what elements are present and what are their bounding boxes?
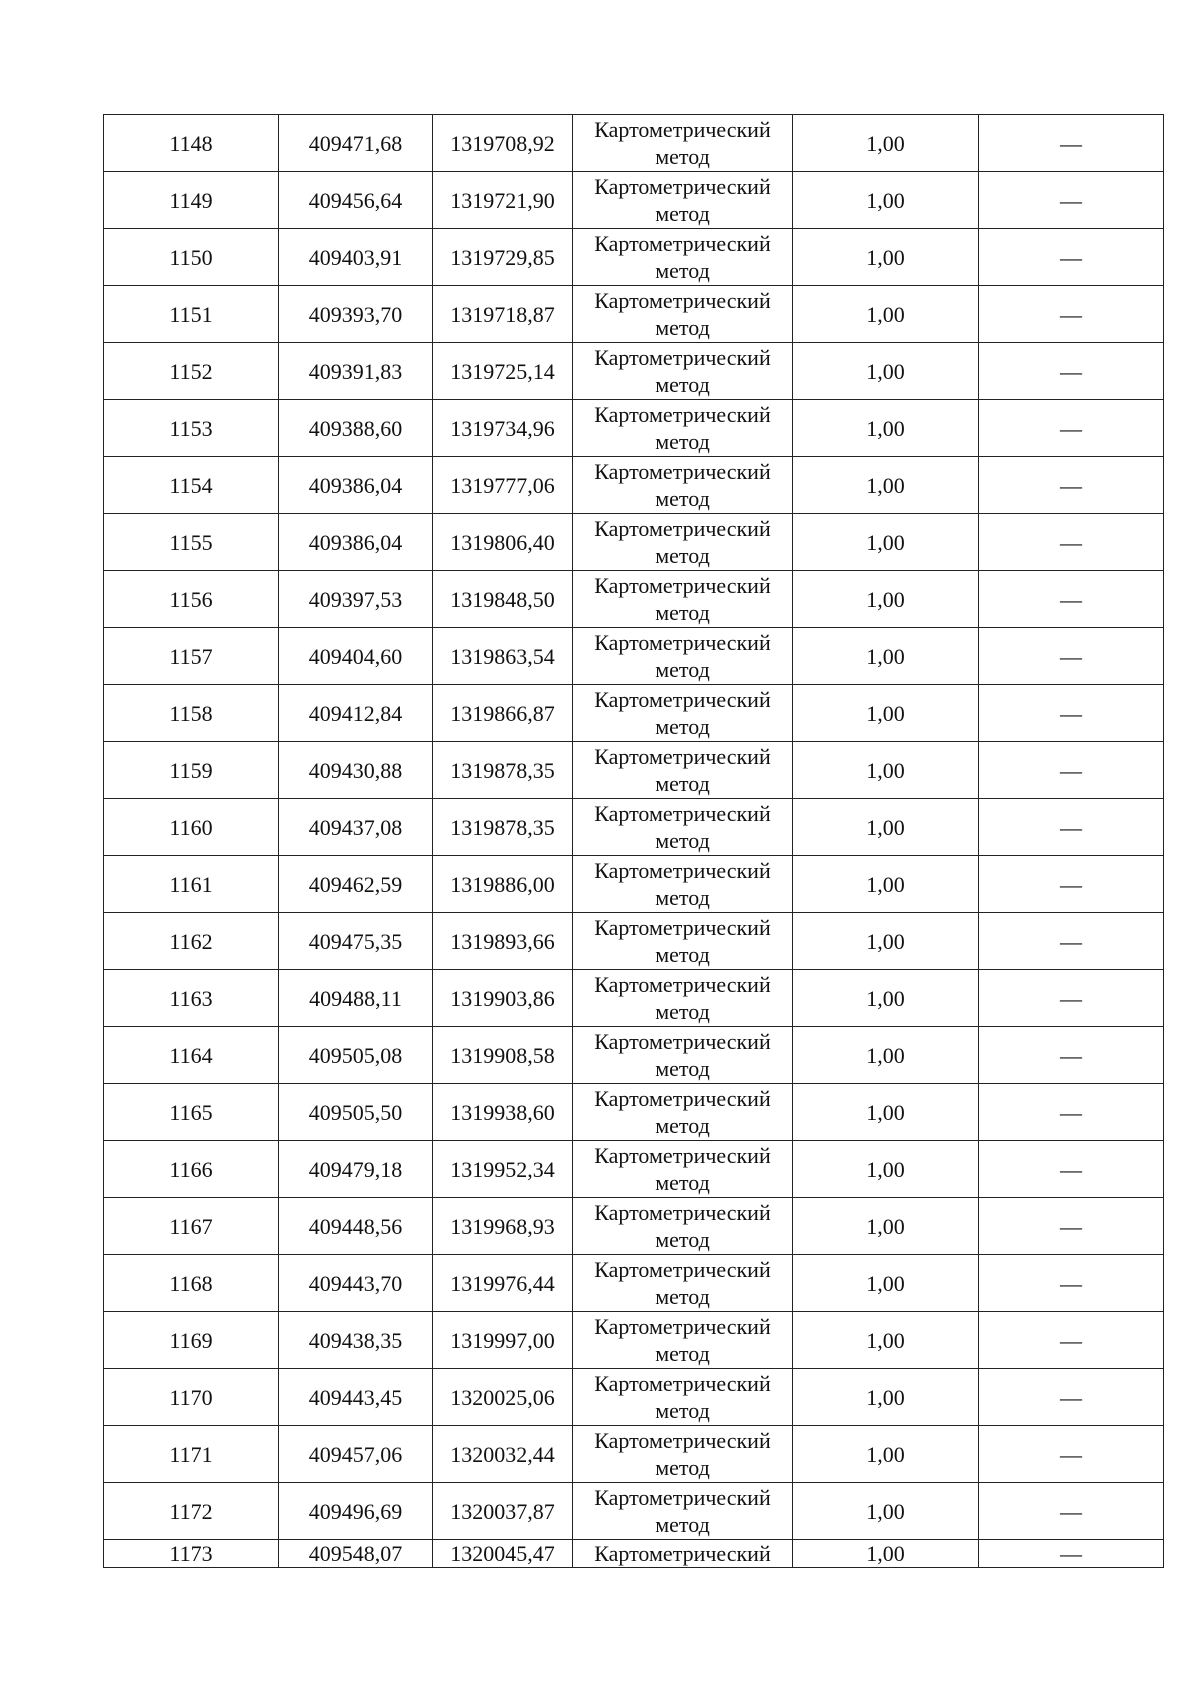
method-cell: [573, 628, 793, 685]
table-row: [104, 172, 1164, 229]
accuracy-cell: 1,00: [793, 1198, 979, 1255]
note-dash-cell: —: [979, 286, 1164, 343]
table-row: [104, 970, 1164, 1027]
method-cell: [573, 172, 793, 229]
table-row: [104, 1198, 1164, 1255]
y-coordinate-cell: 1320037,87: [433, 1483, 573, 1540]
method-cell: [573, 286, 793, 343]
point-number-cell: 1154: [104, 457, 279, 514]
table-row: [104, 1540, 1164, 1568]
x-coordinate-cell: 409397,53: [279, 571, 433, 628]
note-dash-cell: —: [979, 229, 1164, 286]
x-coordinate-cell: 409448,56: [279, 1198, 433, 1255]
method-line-2: метод: [655, 771, 710, 796]
point-number-cell: 1160: [104, 799, 279, 856]
x-coordinate-cell: 409430,88: [279, 742, 433, 799]
y-coordinate-cell: 1319866,87: [433, 685, 573, 742]
method-line-2: метод: [655, 600, 710, 625]
accuracy-cell: 1,00: [793, 1483, 979, 1540]
accuracy-cell: 1,00: [793, 400, 979, 457]
point-number-cell: 1171: [104, 1426, 279, 1483]
accuracy-cell: 1,00: [793, 1540, 979, 1568]
table-row: [104, 1141, 1164, 1198]
point-number-cell: 1159: [104, 742, 279, 799]
method-line-1: Картометрический: [594, 1541, 771, 1566]
method-line-2: метод: [655, 1056, 710, 1081]
table-row: [104, 286, 1164, 343]
x-coordinate-cell: 409457,06: [279, 1426, 433, 1483]
accuracy-cell: 1,00: [793, 172, 979, 229]
accuracy-cell: 1,00: [793, 628, 979, 685]
y-coordinate-cell: 1319903,86: [433, 970, 573, 1027]
method-cell: [573, 913, 793, 970]
note-dash-cell: —: [979, 1027, 1164, 1084]
accuracy-cell: 1,00: [793, 343, 979, 400]
method-line-2: метод: [655, 543, 710, 568]
point-number-cell: 1173: [104, 1540, 279, 1568]
method-line-1: Картометрический: [594, 915, 771, 940]
method-line-1: Картометрический: [594, 972, 771, 997]
note-dash-cell: —: [979, 514, 1164, 571]
method-cell: [573, 1198, 793, 1255]
accuracy-cell: 1,00: [793, 571, 979, 628]
method-line-1: Картометрический: [594, 459, 771, 484]
method-line-1: Картометрический: [594, 516, 771, 541]
point-number-cell: 1158: [104, 685, 279, 742]
accuracy-cell: 1,00: [793, 457, 979, 514]
method-line-1: Картометрический: [594, 630, 771, 655]
point-number-cell: 1163: [104, 970, 279, 1027]
method-cell: [573, 514, 793, 571]
method-line-2: метод: [655, 1398, 710, 1423]
method-line-1: Картометрический: [594, 1371, 771, 1396]
method-line-2: метод: [655, 372, 710, 397]
accuracy-cell: 1,00: [793, 1141, 979, 1198]
method-line-1: Картометрический: [594, 744, 771, 769]
y-coordinate-cell: 1319976,44: [433, 1255, 573, 1312]
note-dash-cell: —: [979, 343, 1164, 400]
accuracy-cell: 1,00: [793, 1084, 979, 1141]
y-coordinate-cell: 1319777,06: [433, 457, 573, 514]
method-cell: [573, 799, 793, 856]
note-dash-cell: —: [979, 457, 1164, 514]
method-cell: [573, 1084, 793, 1141]
note-dash-cell: —: [979, 1483, 1164, 1540]
method-cell: [573, 115, 793, 172]
method-cell: [573, 1369, 793, 1426]
accuracy-cell: 1,00: [793, 913, 979, 970]
x-coordinate-cell: 409443,45: [279, 1369, 433, 1426]
coordinates-table-body: [104, 115, 1164, 1568]
y-coordinate-cell: 1319806,40: [433, 514, 573, 571]
method-line-1: Картометрический: [594, 174, 771, 199]
table-row: [104, 457, 1164, 514]
method-line-2: метод: [655, 657, 710, 682]
point-number-cell: 1167: [104, 1198, 279, 1255]
x-coordinate-cell: 409505,08: [279, 1027, 433, 1084]
method-line-2: метод: [655, 429, 710, 454]
table-row: [104, 628, 1164, 685]
method-line-2: метод: [655, 1170, 710, 1195]
x-coordinate-cell: 409443,70: [279, 1255, 433, 1312]
method-line-2: метод: [655, 714, 710, 739]
point-number-cell: 1152: [104, 343, 279, 400]
table-row: [104, 913, 1164, 970]
x-coordinate-cell: 409386,04: [279, 514, 433, 571]
table-row: [104, 1483, 1164, 1540]
method-cell: [573, 229, 793, 286]
y-coordinate-cell: 1319708,92: [433, 115, 573, 172]
y-coordinate-cell: 1319848,50: [433, 571, 573, 628]
table-row: [104, 1084, 1164, 1141]
accuracy-cell: 1,00: [793, 1369, 979, 1426]
y-coordinate-cell: 1319938,60: [433, 1084, 573, 1141]
method-cell: [573, 1483, 793, 1540]
x-coordinate-cell: 409548,07: [279, 1540, 433, 1568]
x-coordinate-cell: 409471,68: [279, 115, 433, 172]
y-coordinate-cell: 1320032,44: [433, 1426, 573, 1483]
table-row: [104, 1312, 1164, 1369]
x-coordinate-cell: 409386,04: [279, 457, 433, 514]
note-dash-cell: —: [979, 742, 1164, 799]
point-number-cell: 1168: [104, 1255, 279, 1312]
method-line-2: метод: [655, 885, 710, 910]
method-line-1: Картометрический: [594, 1086, 771, 1111]
method-line-1: Картометрический: [594, 1257, 771, 1282]
point-number-cell: 1172: [104, 1483, 279, 1540]
x-coordinate-cell: 409475,35: [279, 913, 433, 970]
y-coordinate-cell: 1319734,96: [433, 400, 573, 457]
method-line-1: Картометрический: [594, 573, 771, 598]
point-number-cell: 1148: [104, 115, 279, 172]
accuracy-cell: 1,00: [793, 742, 979, 799]
y-coordinate-cell: 1319952,34: [433, 1141, 573, 1198]
accuracy-cell: 1,00: [793, 799, 979, 856]
table-row: [104, 742, 1164, 799]
note-dash-cell: —: [979, 1084, 1164, 1141]
note-dash-cell: —: [979, 628, 1164, 685]
accuracy-cell: 1,00: [793, 514, 979, 571]
x-coordinate-cell: 409388,60: [279, 400, 433, 457]
table-row: [104, 115, 1164, 172]
accuracy-cell: 1,00: [793, 685, 979, 742]
table-row: [104, 799, 1164, 856]
table-row: [104, 856, 1164, 913]
note-dash-cell: —: [979, 571, 1164, 628]
method-line-1: Картометрический: [594, 1029, 771, 1054]
coordinates-table: [103, 114, 1164, 1568]
table-row: [104, 400, 1164, 457]
method-line-1: Картометрический: [594, 1314, 771, 1339]
method-line-2: метод: [655, 1284, 710, 1309]
note-dash-cell: —: [979, 1540, 1164, 1568]
note-dash-cell: —: [979, 1426, 1164, 1483]
note-dash-cell: —: [979, 1198, 1164, 1255]
table-row: [104, 229, 1164, 286]
accuracy-cell: 1,00: [793, 856, 979, 913]
x-coordinate-cell: 409438,35: [279, 1312, 433, 1369]
table-row: [104, 1255, 1164, 1312]
point-number-cell: 1155: [104, 514, 279, 571]
point-number-cell: 1161: [104, 856, 279, 913]
method-line-2: метод: [655, 1227, 710, 1252]
method-line-2: метод: [655, 1113, 710, 1138]
table-row: [104, 1369, 1164, 1426]
x-coordinate-cell: 409391,83: [279, 343, 433, 400]
x-coordinate-cell: 409456,64: [279, 172, 433, 229]
accuracy-cell: 1,00: [793, 229, 979, 286]
method-cell: [573, 856, 793, 913]
table-row: [104, 571, 1164, 628]
method-line-2: метод: [655, 486, 710, 511]
accuracy-cell: 1,00: [793, 1426, 979, 1483]
method-line-2: метод: [655, 201, 710, 226]
method-line-1: Картометрический: [594, 1428, 771, 1453]
method-line-1: Картометрический: [594, 402, 771, 427]
method-line-2: метод: [655, 144, 710, 169]
method-line-2: метод: [655, 1341, 710, 1366]
y-coordinate-cell: 1319908,58: [433, 1027, 573, 1084]
note-dash-cell: —: [979, 685, 1164, 742]
y-coordinate-cell: 1320025,06: [433, 1369, 573, 1426]
method-cell: [573, 343, 793, 400]
y-coordinate-cell: 1319863,54: [433, 628, 573, 685]
x-coordinate-cell: 409496,69: [279, 1483, 433, 1540]
method-line-2: метод: [655, 1512, 710, 1537]
x-coordinate-cell: 409505,50: [279, 1084, 433, 1141]
x-coordinate-cell: 409488,11: [279, 970, 433, 1027]
note-dash-cell: —: [979, 913, 1164, 970]
accuracy-cell: 1,00: [793, 1312, 979, 1369]
method-line-2: метод: [655, 315, 710, 340]
x-coordinate-cell: 409462,59: [279, 856, 433, 913]
point-number-cell: 1157: [104, 628, 279, 685]
method-line-1: Картометрический: [594, 288, 771, 313]
y-coordinate-cell: 1319878,35: [433, 799, 573, 856]
method-line-1: Картометрический: [594, 1485, 771, 1510]
method-line-1: Картометрический: [594, 1143, 771, 1168]
y-coordinate-cell: 1319729,85: [433, 229, 573, 286]
y-coordinate-cell: 1320045,47: [433, 1540, 573, 1568]
x-coordinate-cell: 409393,70: [279, 286, 433, 343]
accuracy-cell: 1,00: [793, 970, 979, 1027]
method-cell: [573, 1141, 793, 1198]
table-row: [104, 514, 1164, 571]
y-coordinate-cell: 1319725,14: [433, 343, 573, 400]
method-line-2: метод: [655, 828, 710, 853]
note-dash-cell: —: [979, 115, 1164, 172]
x-coordinate-cell: 409437,08: [279, 799, 433, 856]
method-line-2: метод: [655, 999, 710, 1024]
note-dash-cell: —: [979, 172, 1164, 229]
y-coordinate-cell: 1319718,87: [433, 286, 573, 343]
method-line-2: метод: [655, 942, 710, 967]
point-number-cell: 1153: [104, 400, 279, 457]
point-number-cell: 1169: [104, 1312, 279, 1369]
point-number-cell: 1165: [104, 1084, 279, 1141]
method-line-1: Картометрический: [594, 117, 771, 142]
method-cell: [573, 970, 793, 1027]
note-dash-cell: —: [979, 1369, 1164, 1426]
accuracy-cell: 1,00: [793, 1027, 979, 1084]
accuracy-cell: 1,00: [793, 1255, 979, 1312]
point-number-cell: 1170: [104, 1369, 279, 1426]
table-row: [104, 1027, 1164, 1084]
note-dash-cell: —: [979, 400, 1164, 457]
note-dash-cell: —: [979, 970, 1164, 1027]
method-cell: [573, 685, 793, 742]
note-dash-cell: —: [979, 1312, 1164, 1369]
method-line-2: метод: [655, 1455, 710, 1480]
method-cell: [573, 1255, 793, 1312]
y-coordinate-cell: 1319886,00: [433, 856, 573, 913]
y-coordinate-cell: 1319893,66: [433, 913, 573, 970]
y-coordinate-cell: 1319997,00: [433, 1312, 573, 1369]
method-cell: [573, 1027, 793, 1084]
x-coordinate-cell: 409412,84: [279, 685, 433, 742]
method-line-1: Картометрический: [594, 1200, 771, 1225]
method-line-1: Картометрический: [594, 687, 771, 712]
method-line-1: Картометрический: [594, 231, 771, 256]
point-number-cell: 1166: [104, 1141, 279, 1198]
method-cell: [573, 742, 793, 799]
accuracy-cell: 1,00: [793, 286, 979, 343]
method-cell: [573, 400, 793, 457]
y-coordinate-cell: 1319721,90: [433, 172, 573, 229]
point-number-cell: 1150: [104, 229, 279, 286]
method-cell: [573, 1426, 793, 1483]
note-dash-cell: —: [979, 856, 1164, 913]
point-number-cell: 1151: [104, 286, 279, 343]
point-number-cell: 1164: [104, 1027, 279, 1084]
table-row: [104, 343, 1164, 400]
method-line-1: Картометрический: [594, 801, 771, 826]
x-coordinate-cell: 409404,60: [279, 628, 433, 685]
point-number-cell: 1156: [104, 571, 279, 628]
table-row: [104, 1426, 1164, 1483]
note-dash-cell: —: [979, 1255, 1164, 1312]
note-dash-cell: —: [979, 799, 1164, 856]
table-row: [104, 685, 1164, 742]
note-dash-cell: —: [979, 1141, 1164, 1198]
accuracy-cell: 1,00: [793, 115, 979, 172]
point-number-cell: 1162: [104, 913, 279, 970]
y-coordinate-cell: 1319968,93: [433, 1198, 573, 1255]
method-cell: [573, 457, 793, 514]
method-cell: [573, 1312, 793, 1369]
x-coordinate-cell: 409479,18: [279, 1141, 433, 1198]
method-line-1: Картометрический: [594, 345, 771, 370]
point-number-cell: 1149: [104, 172, 279, 229]
method-cell: [573, 571, 793, 628]
method-cell: [573, 1540, 793, 1568]
y-coordinate-cell: 1319878,35: [433, 742, 573, 799]
x-coordinate-cell: 409403,91: [279, 229, 433, 286]
method-line-1: Картометрический: [594, 858, 771, 883]
method-line-2: метод: [655, 258, 710, 283]
